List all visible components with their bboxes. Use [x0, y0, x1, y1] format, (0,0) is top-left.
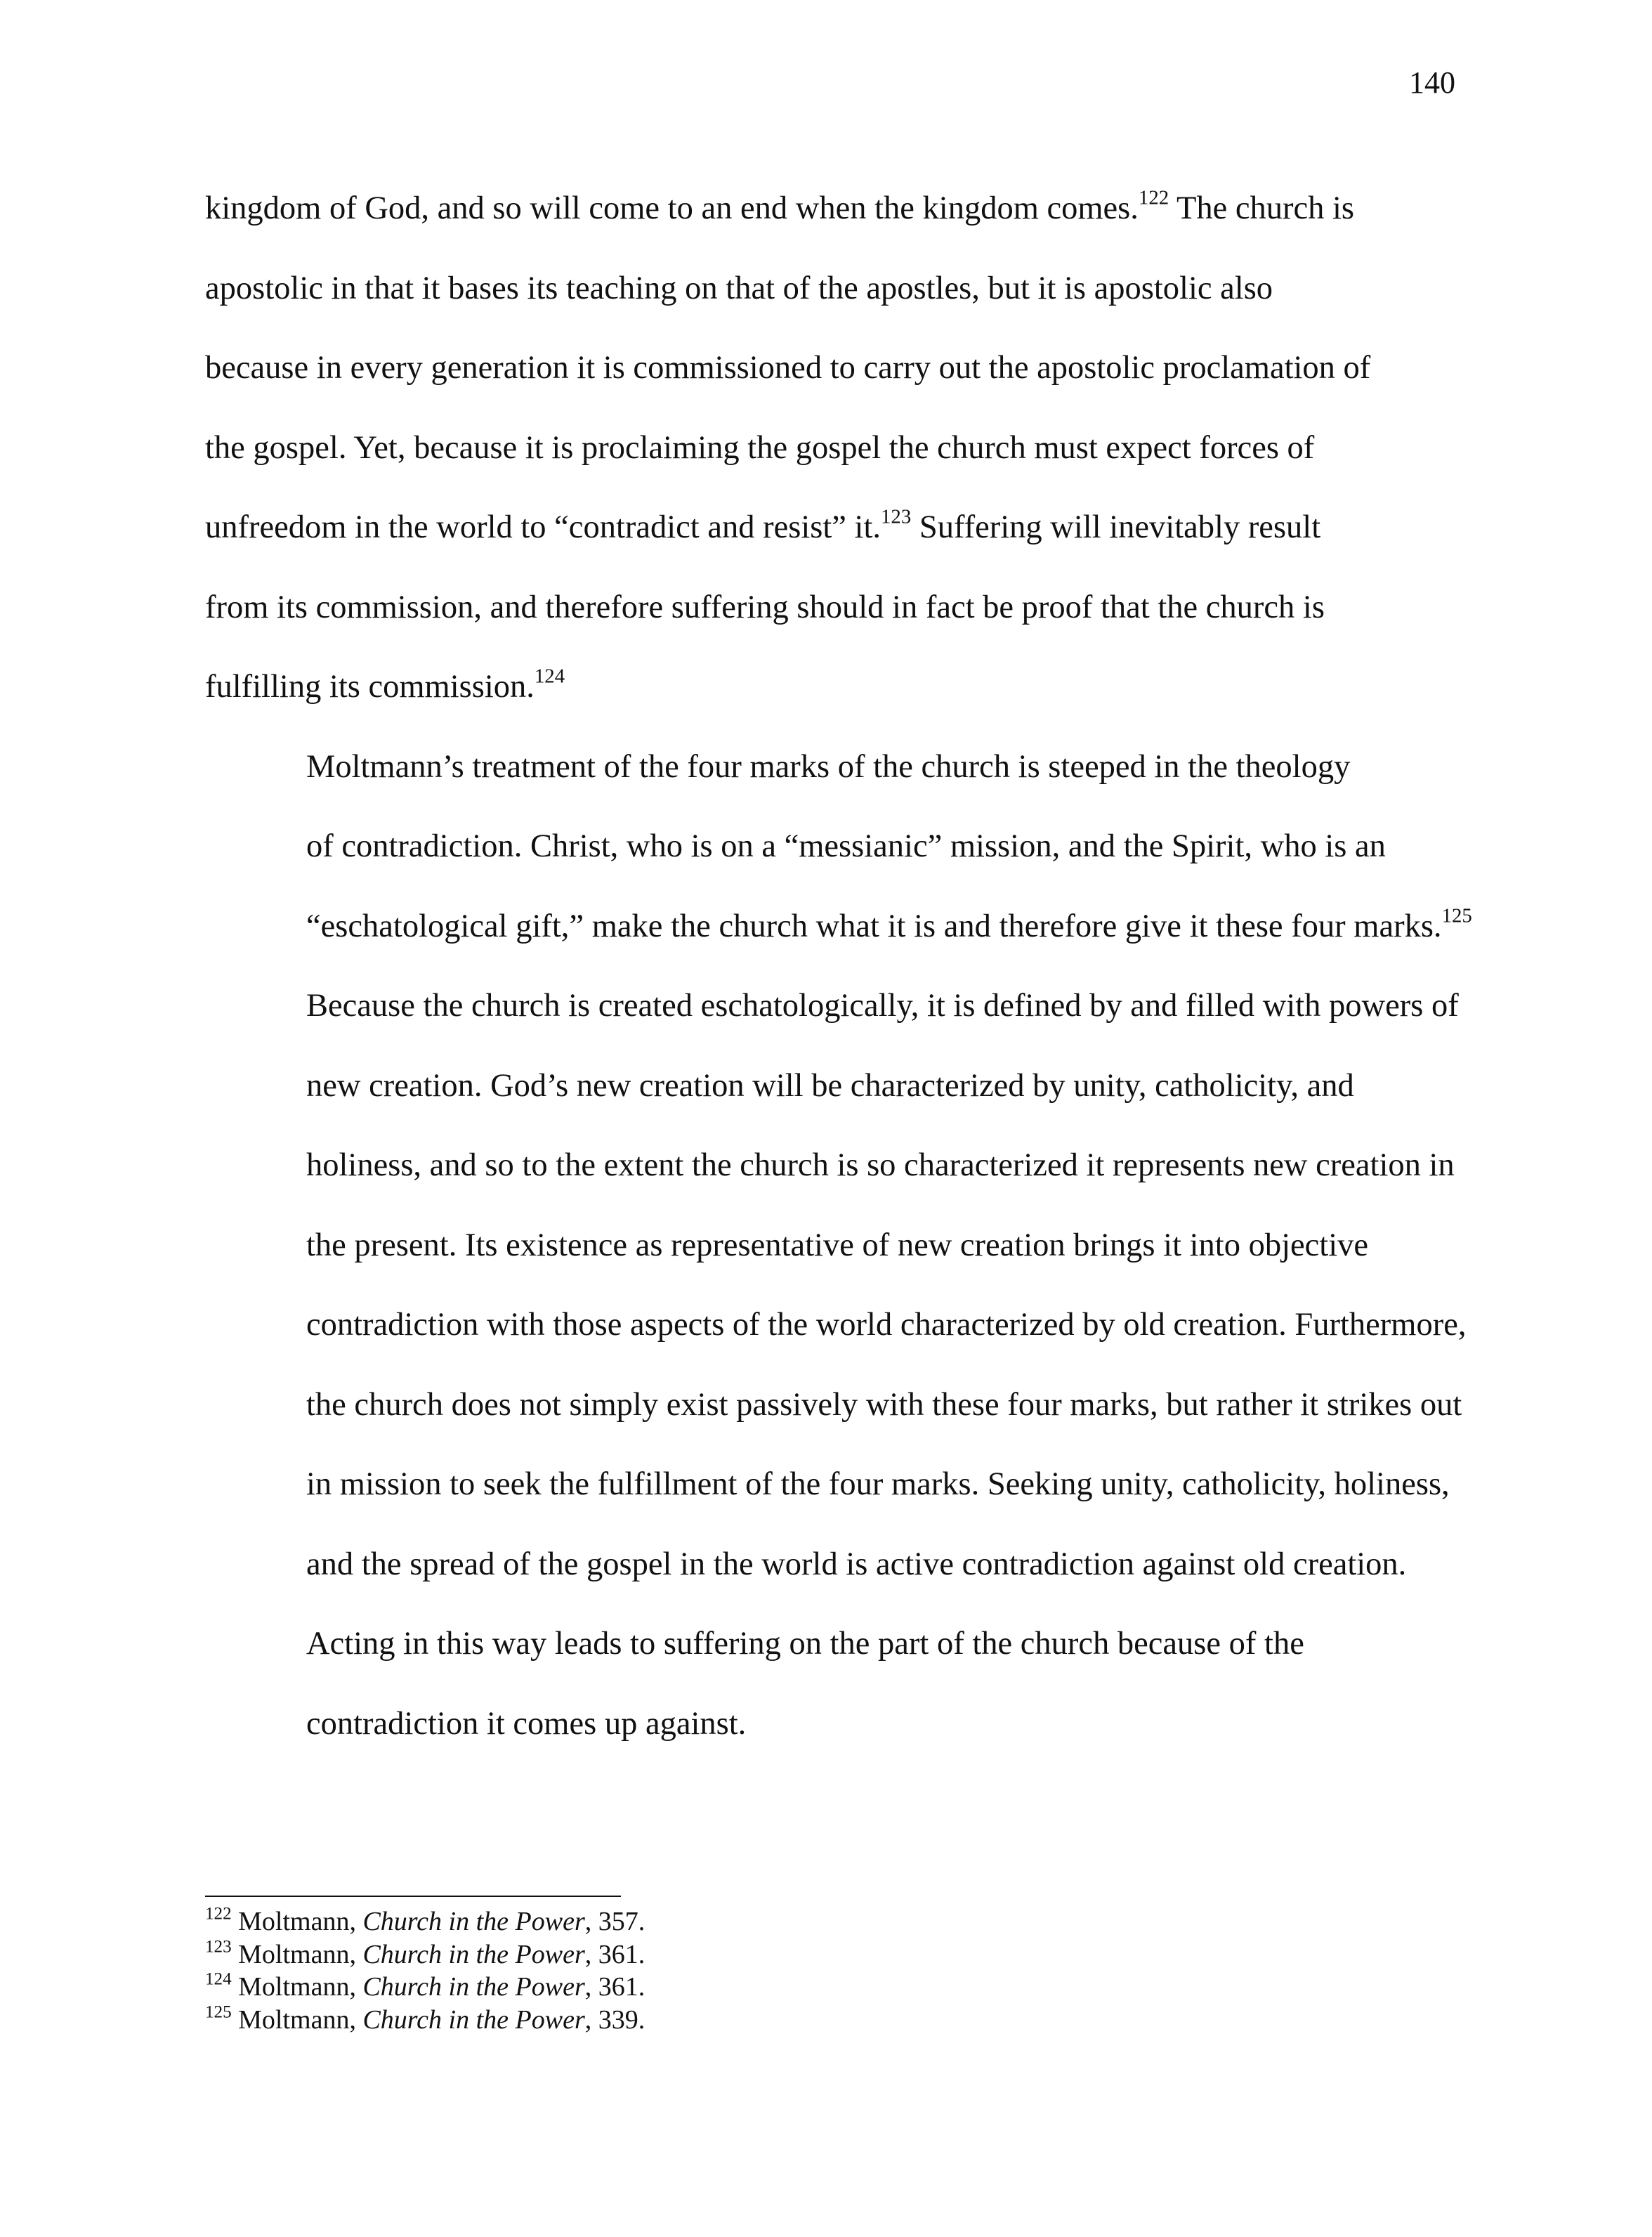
text-line [205, 408, 1455, 488]
text-run: fulfilling its commission. [205, 669, 535, 705]
footnote [205, 1938, 1455, 1971]
footnote-separator [205, 1896, 621, 1897]
paragraph [205, 727, 1472, 1764]
footnote-title: Church in the Power [362, 2004, 585, 2035]
footnote-number: 124 [205, 1969, 232, 1989]
text-line [205, 1444, 1455, 1525]
footnote-reference: 122 [1138, 186, 1169, 209]
text-line [205, 1684, 1455, 1764]
footnote-number: 122 [205, 1904, 232, 1924]
text-run: The church is [1169, 190, 1355, 226]
text-run: Because the church is created eschatologically, it is defined by and filled with powers of [306, 988, 1459, 1024]
footnote-author: Moltmann, [238, 2004, 356, 2035]
footnote-number: 123 [205, 1936, 232, 1956]
footnote-title: Church in the Power [362, 1972, 585, 2002]
text-run: the gospel. Yet, because it is proclaiming the gospel the church must expect forces of [205, 429, 1315, 466]
text-line [205, 328, 1455, 408]
footnotes [205, 1905, 1455, 2036]
page-number: 140 [1409, 65, 1455, 100]
text-line [205, 1285, 1467, 1365]
text-line [205, 1525, 1455, 1605]
text-line [205, 568, 1455, 648]
text-run: from its commission, and therefore suffering should in fact be proof that the church is [205, 589, 1325, 625]
text-line [205, 488, 1455, 568]
text-line [205, 1365, 1462, 1445]
footnote-page: , 361. [584, 1939, 645, 1969]
text-run: the church does not simply exist passively with these four marks, but rather it strikes out [306, 1386, 1462, 1423]
footnote-number: 125 [205, 2002, 232, 2021]
text-run: the present. Its existence as representative of new creation brings it into objective [306, 1227, 1368, 1263]
footnote-page: , 361. [584, 1972, 645, 2002]
text-line [205, 966, 1459, 1046]
text-run: kingdom of God, and so will come to an end when the kingdom comes. [205, 190, 1139, 226]
footnote-page: , 339. [584, 2004, 645, 2035]
text-run: Moltmann’s treatment of the four marks of the church is steeped in the theology [306, 748, 1351, 785]
footnote-author: Moltmann, [238, 1907, 356, 1936]
text-run: “eschatological gift,” make the church what it is and therefore give it these four marks. [306, 908, 1442, 944]
footnote [205, 1905, 1455, 1938]
footnote-title: Church in the Power [362, 1939, 585, 1969]
footnote-title: Church in the Power [362, 1907, 585, 1936]
footnote-author: Moltmann, [238, 1939, 356, 1969]
text-run: contradiction with those aspects of the world characterized by old creation. Furthermore, [306, 1307, 1467, 1343]
footnote-reference: 125 [1441, 904, 1472, 927]
text-line [205, 1126, 1455, 1206]
text-line [205, 249, 1455, 329]
text-line [205, 1206, 1455, 1286]
paragraph [205, 169, 1455, 727]
text-line [205, 647, 1455, 727]
footnote-page: , 357. [584, 1907, 645, 1936]
text-run: unfreedom in the world to “contradict and resist” it. [205, 509, 881, 545]
text-line [205, 887, 1472, 967]
text-run: Suffering will inevitably result [911, 509, 1321, 545]
text-line [205, 1604, 1455, 1684]
footnote-reference: 123 [881, 505, 912, 528]
text-line [205, 1046, 1455, 1126]
text-run: and the spread of the gospel in the world is active contradiction against old creation. [306, 1546, 1407, 1582]
text-run: contradiction it comes up against. [306, 1705, 747, 1742]
body-text [205, 169, 1472, 1763]
text-line [205, 727, 1455, 807]
text-run: Acting in this way leads to suffering on the part of the church because of the [306, 1626, 1304, 1662]
text-line [205, 169, 1455, 249]
footnote-author: Moltmann, [238, 1972, 356, 2002]
text-run: in mission to seek the fulfillment of the four marks. Seeking unity, catholicity, holiness, [306, 1466, 1450, 1502]
text-run: new creation. God’s new creation will be characterized by unity, catholicity, and [306, 1067, 1354, 1104]
text-run: of contradiction. Christ, who is on a “messianic” mission, and the Spirit, who is an [306, 828, 1386, 864]
text-line [205, 807, 1455, 887]
footnote [205, 2004, 1455, 2037]
footnote [205, 1971, 1455, 2004]
text-run: because in every generation it is commissioned to carry out the apostolic proclamation of [205, 350, 1371, 386]
footnote-reference: 124 [534, 665, 565, 688]
text-run: apostolic in that it bases its teaching on that of the apostles, but it is apostolic also [205, 270, 1273, 306]
text-run: holiness, and so to the extent the church is so characterized it represents new creation in [306, 1147, 1455, 1183]
